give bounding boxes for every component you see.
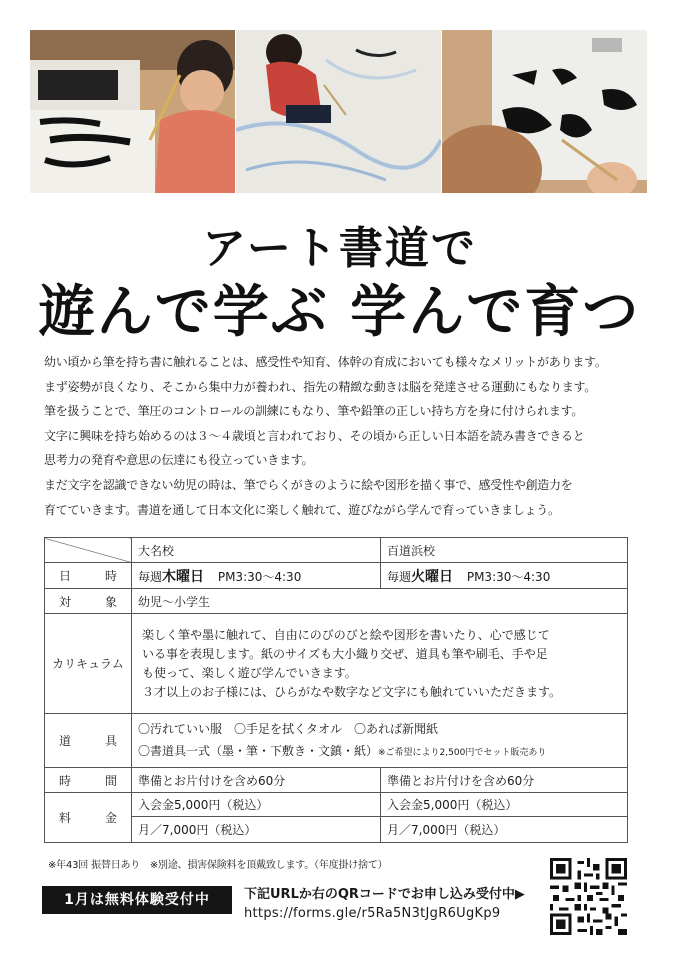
table-corner-cell bbox=[45, 538, 132, 563]
intro-line: 筆を扱うことで、筆圧のコントロールの訓練にもなり、筆や鉛筆の正しい持ち方を身に付けられます。 bbox=[44, 404, 584, 419]
photo-child-brush-writing bbox=[30, 30, 235, 193]
row-label-target: 対 象 bbox=[45, 589, 132, 614]
enroll-fee-school-1: 入会金5,000円（税込） bbox=[132, 793, 381, 817]
application-url-link[interactable]: https://forms.gle/r5Ra5N3tJgR6UgKp9 bbox=[244, 906, 501, 921]
enroll-fee-school-2: 入会金5,000円（税込） bbox=[381, 793, 628, 817]
monthly-fee-school-1: 月／7,000円（税込） bbox=[132, 817, 381, 843]
intro-line: まず姿勢が良くなり、そこから集中力が養われ、指先の精緻な動きは脳を発達させる運動にもなります。 bbox=[44, 379, 597, 394]
tools-value: 〇汚れていい服 〇手足を拭くタオル 〇あれば新聞紙 〇書道具一式（墨・筆・下敷き・文鎮・紙）※ご希望により2,500円でセット販売あり bbox=[132, 714, 628, 768]
qr-code-icon[interactable] bbox=[550, 858, 627, 935]
row-label-schedule: 日 時 bbox=[45, 563, 132, 589]
intro-line: 幼い頃から筆を持ち書に触れることは、感受性や知育、体幹の育成においても様々なメリットがあります。 bbox=[44, 355, 607, 369]
footnotes: ※年43回 振替日あり ※別途、損害保険料を頂戴致します。（年度掛け捨て） bbox=[48, 860, 388, 871]
free-trial-badge: 1月は無料体験受付中 bbox=[42, 886, 232, 914]
application-instructions: 下記URLか右のQRコードでお申し込み受付中▶ bbox=[244, 887, 525, 902]
intro-line: 文字に興味を持ち始めるのは３～４歳頃と言われており、その頃から正しい日本語を読み書きできると bbox=[44, 428, 585, 443]
row-label-duration: 時 間 bbox=[45, 768, 132, 793]
intro-line: まだ文字を認識できない幼児の時は、筆でらくがきのように絵や図形を描く事で、感受性や創造力を bbox=[44, 477, 573, 492]
monthly-fee-school-2: 月／7,000円（税込） bbox=[381, 817, 628, 843]
duration-school-2: 準備とお片付けを含め60分 bbox=[381, 768, 628, 793]
title-line-1: アート書道で bbox=[202, 223, 477, 274]
duration-school-1: 準備とお片付けを含め60分 bbox=[132, 768, 381, 793]
schedule-school-2: 毎週火曜日 PM3:30～4:30 bbox=[381, 563, 628, 589]
photo-hand-ink-strokes bbox=[442, 30, 647, 193]
title-line-2: 遊んで学ぶ 学んで育つ bbox=[38, 280, 641, 345]
intro-line: 育てていきます。書道を通して日本文化に楽しく触れて、遊びながら学んで育っていきましょう。 bbox=[44, 502, 560, 517]
school-header-momochihama: 百道浜校 bbox=[381, 538, 628, 563]
photo-child-painting-floor bbox=[236, 30, 441, 193]
school-header-daimyo: 大名校 bbox=[132, 538, 381, 563]
intro-text bbox=[44, 350, 644, 522]
row-label-tools: 道 具 bbox=[45, 714, 132, 768]
curriculum-text: 楽しく筆や墨に触れて、自由にのびのびと絵や図形を書いたり、心で感じて いる事を表現します。紙のサイズも大小織り交ぜ、道具も筆や刷毛、手や足 も使って、楽しく遊び学んでいきます。 ３才以上のお子様には、ひらがなや数字など文字にも触れていいただきます。 bbox=[132, 614, 628, 714]
row-label-curriculum: カリキュラム bbox=[45, 614, 132, 714]
row-label-fee: 料 金 bbox=[45, 793, 132, 843]
schedule-table bbox=[44, 537, 628, 843]
photo-strip bbox=[30, 30, 647, 193]
intro-line: 思考力の発育や意思の伝達にも役立っていきます。 bbox=[44, 453, 314, 468]
target-value: 幼児～小学生 bbox=[132, 589, 628, 614]
schedule-school-1: 毎週木曜日 PM3:30～4:30 bbox=[132, 563, 381, 589]
